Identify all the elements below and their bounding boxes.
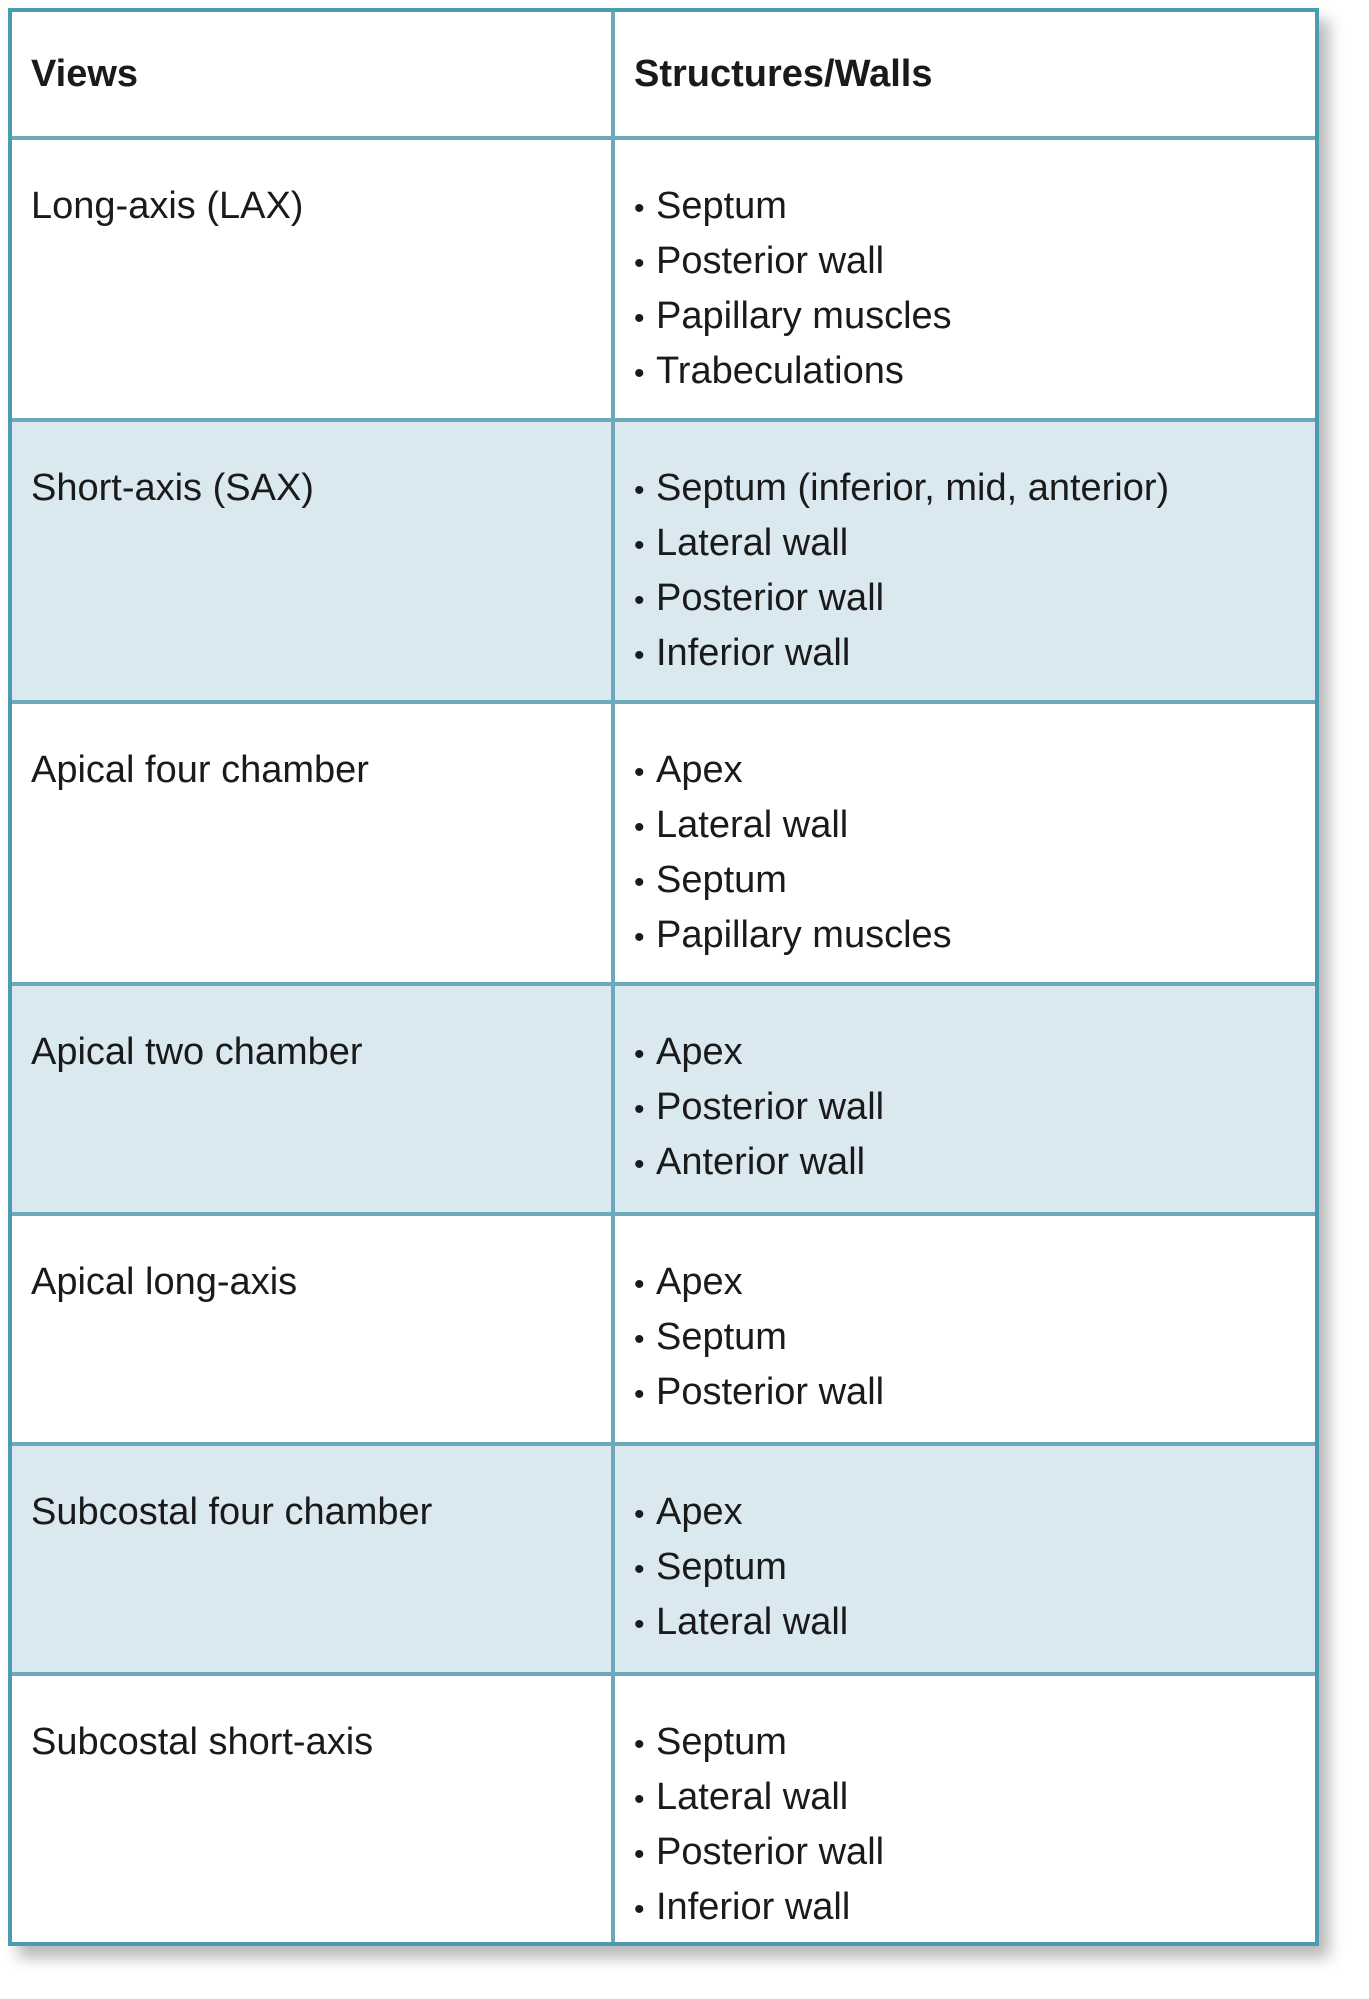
list-item: • Septum (634, 854, 1315, 909)
table (12, 12, 1315, 1942)
header-structures: Structures/Walls (613, 12, 1315, 138)
structures-cell (613, 1674, 1315, 1942)
structures-list (634, 1256, 1315, 1421)
list-item: • Posterior wall (634, 1081, 1315, 1136)
structures-list (634, 1486, 1315, 1651)
header-row (12, 12, 1315, 138)
list-item: • Papillary muscles (634, 290, 1315, 345)
bullet: • (634, 1038, 645, 1071)
list-item: • Apex (634, 744, 1315, 799)
structures-cell (613, 420, 1315, 702)
structures-cell (613, 1214, 1315, 1444)
structures-cell (613, 702, 1315, 984)
structures-list (634, 180, 1315, 400)
list-item: • Septum (634, 1716, 1315, 1771)
header-views: Views (12, 12, 613, 138)
list-item: • Apex (634, 1026, 1315, 1081)
bullet: • (634, 192, 645, 225)
view-name: Short-axis (SAX) (12, 420, 613, 702)
list-item: • Apex (634, 1256, 1315, 1311)
bullet: • (634, 1783, 645, 1816)
views-structures-table (8, 8, 1319, 1946)
list-item: • Posterior wall (634, 1826, 1315, 1881)
structures-list (634, 1026, 1315, 1191)
bullet: • (634, 474, 645, 507)
list-item: • Lateral wall (634, 517, 1315, 572)
bullet: • (634, 1838, 645, 1871)
bullet: • (634, 1323, 645, 1356)
structures-list (634, 462, 1315, 682)
bullet: • (634, 811, 645, 844)
bullet: • (634, 866, 645, 899)
list-item: • Posterior wall (634, 1366, 1315, 1421)
table-row (12, 984, 1315, 1214)
bullet: • (634, 1893, 645, 1926)
view-name: Long-axis (LAX) (12, 138, 613, 420)
view-name: Apical long-axis (12, 1214, 613, 1444)
view-name: Apical four chamber (12, 702, 613, 984)
bullet: • (634, 1553, 645, 1586)
table-row (12, 702, 1315, 984)
list-item: • Septum (inferior, mid, anterior) (634, 462, 1315, 517)
bullet: • (634, 357, 645, 390)
bullet: • (634, 639, 645, 672)
bullet: • (634, 1608, 645, 1641)
list-item: • Trabeculations (634, 345, 1315, 400)
bullet: • (634, 247, 645, 280)
list-item: • Inferior wall (634, 627, 1315, 682)
view-name: Subcostal four chamber (12, 1444, 613, 1674)
list-item: • Septum (634, 180, 1315, 235)
list-item: • Septum (634, 1541, 1315, 1596)
bullet: • (634, 302, 645, 335)
structures-list (634, 744, 1315, 964)
bullet: • (634, 1728, 645, 1761)
bullet: • (634, 1268, 645, 1301)
bullet: • (634, 529, 645, 562)
view-name: Apical two chamber (12, 984, 613, 1214)
bullet: • (634, 1498, 645, 1531)
bullet: • (634, 756, 645, 789)
table-row (12, 1214, 1315, 1444)
structures-cell (613, 138, 1315, 420)
list-item: • Lateral wall (634, 1771, 1315, 1826)
list-item: • Apex (634, 1486, 1315, 1541)
list-item: • Inferior wall (634, 1881, 1315, 1936)
structures-cell (613, 984, 1315, 1214)
table-row (12, 420, 1315, 702)
list-item: • Papillary muscles (634, 909, 1315, 964)
list-item: • Lateral wall (634, 799, 1315, 854)
table-row (12, 1444, 1315, 1674)
bullet: • (634, 921, 645, 954)
list-item: • Anterior wall (634, 1136, 1315, 1191)
structures-list (634, 1716, 1315, 1936)
bullet: • (634, 584, 645, 617)
structures-cell (613, 1444, 1315, 1674)
bullet: • (634, 1148, 645, 1181)
table-row (12, 1674, 1315, 1942)
bullet: • (634, 1378, 645, 1411)
table-row (12, 138, 1315, 420)
list-item: • Lateral wall (634, 1596, 1315, 1651)
bullet: • (634, 1093, 645, 1126)
list-item: • Posterior wall (634, 235, 1315, 290)
view-name: Subcostal short-axis (12, 1674, 613, 1942)
list-item: • Septum (634, 1311, 1315, 1366)
list-item: • Posterior wall (634, 572, 1315, 627)
